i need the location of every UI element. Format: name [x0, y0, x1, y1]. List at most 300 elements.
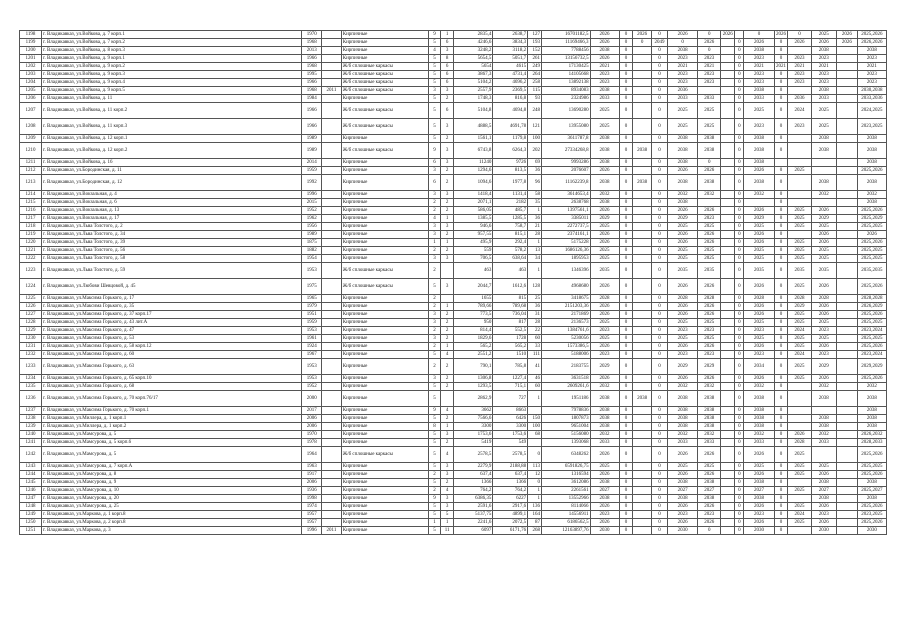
- table-cell: Кирпичные: [341, 295, 428, 303]
- table-cell: 5: [428, 439, 441, 447]
- table-cell: 2025: [811, 255, 836, 263]
- table-cell: 2028: [788, 295, 811, 303]
- table-cell: 2025,2026: [857, 31, 886, 39]
- table-cell: 1978: [302, 439, 322, 447]
- table-cell: 0: [788, 31, 811, 39]
- table-cell: 0: [619, 295, 633, 303]
- table-cell: 2023: [788, 55, 811, 63]
- table-cell: 3: [441, 463, 454, 471]
- table-cell: 1: [441, 519, 454, 527]
- table-cell: 0: [774, 143, 788, 159]
- table-cell: 565,2: [454, 343, 493, 351]
- table-cell: 2021: [857, 63, 886, 71]
- table-cell: 4: [428, 47, 441, 55]
- table-cell: 2025,2026: [857, 343, 886, 351]
- table-cell: г. Владикавказ, ул.Войкова, д. 12 корп.2: [41, 143, 301, 159]
- table-cell: 3662: [454, 407, 493, 415]
- table-cell: Кирпичные: [341, 175, 428, 191]
- table-cell: [322, 63, 342, 71]
- table-cell: 1962: [302, 215, 322, 223]
- table-cell: 0: [619, 511, 633, 519]
- table-cell: Кирпичные: [341, 351, 428, 359]
- table-cell: 28: [528, 231, 542, 239]
- table-cell: 2025,2025: [857, 319, 886, 327]
- table-cell: 3: [428, 375, 441, 383]
- table-cell: [322, 375, 342, 383]
- table-cell: 1875: [302, 239, 322, 247]
- table-cell: г. Владикавказ, ул.Льва Толстого, д. 39: [41, 239, 301, 247]
- table-cell: г. Владикавказ, ул.Максима Горького, д. 70 корп.1: [41, 407, 301, 415]
- table-cell: г. Владикавказ, ул.Войкова, д. 9 корп.5: [41, 87, 301, 95]
- table-cell: [322, 359, 342, 375]
- table-cell: 0: [651, 95, 667, 103]
- table-cell: 817: [493, 319, 528, 327]
- table-cell: [837, 55, 858, 63]
- table-cell: 0: [651, 447, 667, 463]
- table-cell: 3: [428, 87, 441, 95]
- table-row: [20, 255, 887, 263]
- table-cell: 1209: [20, 135, 42, 143]
- table-cell: 1204: [20, 79, 42, 87]
- table-cell: Кирпичные: [341, 343, 428, 351]
- table-cell: 0: [735, 263, 744, 279]
- table-cell: [788, 47, 811, 55]
- table-cell: 789,68: [493, 303, 528, 311]
- table-cell: 8114066: [541, 503, 590, 511]
- table-cell: 8: [441, 55, 454, 63]
- table-cell: 0: [774, 95, 788, 103]
- table-cell: 0: [619, 423, 633, 431]
- table-cell: 1979: [302, 303, 322, 311]
- table-cell: 0: [651, 407, 667, 415]
- table-cell: 1316594: [541, 471, 590, 479]
- table-cell: 0: [651, 167, 667, 175]
- table-cell: 3: [428, 311, 441, 319]
- table-cell: [322, 447, 342, 463]
- table-cell: 6386,35: [454, 495, 493, 503]
- table-cell: 3: [428, 191, 441, 199]
- table-cell: 1232: [20, 351, 42, 359]
- table-cell: 248: [528, 103, 542, 119]
- table-cell: [788, 495, 811, 503]
- table-cell: 2024: [788, 511, 811, 519]
- table-cell: [322, 247, 342, 255]
- table-row: [20, 495, 887, 503]
- table-cell: 1201: [20, 55, 42, 63]
- table-cell: [721, 175, 735, 191]
- table-cell: 2026: [590, 375, 619, 383]
- table-cell: 1: [528, 239, 542, 247]
- table-cell: 2025: [590, 255, 619, 263]
- table-cell: 2025: [668, 335, 698, 343]
- table-cell: 2038: [857, 391, 886, 407]
- table-cell: 2026: [811, 303, 836, 311]
- table-cell: [721, 519, 735, 527]
- table-cell: 6: [441, 103, 454, 119]
- table-cell: 2023: [698, 71, 721, 79]
- table-cell: 2024: [788, 351, 811, 359]
- table-row: [20, 247, 887, 255]
- table-cell: 3248,2: [454, 47, 493, 55]
- table-cell: [633, 167, 652, 175]
- table-cell: 0: [651, 79, 667, 87]
- table-cell: 2026: [668, 375, 698, 383]
- table-cell: 150: [528, 415, 542, 423]
- table-cell: 0: [633, 39, 652, 47]
- table-row: [20, 103, 887, 119]
- table-cell: [721, 319, 735, 327]
- table-cell: 816,8: [493, 95, 528, 103]
- table-cell: Кирпичные: [341, 439, 428, 447]
- table-cell: г. Владикавказ, ул.Максима Горького, д. 37 корп.17: [41, 311, 301, 319]
- table-cell: 0: [735, 47, 744, 55]
- table-cell: [721, 383, 735, 391]
- table-cell: Кирпичные: [341, 423, 428, 431]
- table-cell: 1246: [20, 487, 42, 495]
- table-cell: 2035: [590, 263, 619, 279]
- table-cell: 2023: [668, 327, 698, 335]
- table-cell: 0: [735, 199, 744, 207]
- table-cell: 13892138: [541, 79, 590, 87]
- table-cell: 1223: [20, 263, 42, 279]
- table-cell: 0: [651, 143, 667, 159]
- table-cell: [811, 199, 836, 207]
- table-cell: 2032: [811, 383, 836, 391]
- table-cell: 2025: [811, 31, 836, 39]
- table-cell: 2029: [668, 215, 698, 223]
- table-cell: Кирпичные: [341, 95, 428, 103]
- table-cell: 2038: [744, 479, 774, 487]
- table-cell: 2026: [811, 279, 836, 295]
- table-cell: г. Владикавказ, ул.Максима Горького, д. 17: [41, 295, 301, 303]
- table-cell: [441, 295, 454, 303]
- table-cell: 1: [441, 423, 454, 431]
- table-cell: 2038: [590, 159, 619, 167]
- table-cell: 0: [774, 231, 788, 239]
- table-cell: Кирпичные: [341, 231, 428, 239]
- table-cell: 2029: [590, 215, 619, 223]
- table-cell: [322, 263, 342, 279]
- table-cell: 2032: [668, 191, 698, 199]
- table-cell: 2021: [811, 63, 836, 71]
- table-cell: 3: [441, 47, 454, 55]
- table-cell: [788, 175, 811, 191]
- table-cell: 0: [774, 175, 788, 191]
- table-row: [20, 167, 887, 175]
- table-row: [20, 511, 887, 519]
- table-cell: 4: [441, 351, 454, 359]
- table-cell: 0: [735, 391, 744, 407]
- table-cell: [837, 247, 858, 255]
- table-cell: г. Владикавказ, ул.Войкова, д. 9 корп.3: [41, 71, 301, 79]
- table-cell: 2033: [590, 439, 619, 447]
- table-cell: 2023: [668, 71, 698, 79]
- table-cell: 2038: [590, 199, 619, 207]
- table-cell: 6097: [454, 527, 493, 535]
- table-cell: 1242: [20, 447, 42, 463]
- table-cell: 2038: [811, 135, 836, 143]
- table-cell: 1220: [20, 239, 42, 247]
- table-cell: 2028: [811, 295, 836, 303]
- table-cell: 0: [651, 511, 667, 519]
- table-cell: 0: [774, 191, 788, 199]
- table-cell: 813,5: [493, 167, 528, 175]
- table-cell: Кирпичные: [341, 135, 428, 143]
- table-cell: 2033: [744, 95, 774, 103]
- table-cell: г. Владикавказ, ул.Мамсурова, д. 5 корп.6: [41, 439, 301, 447]
- table-cell: 2029,2029: [857, 359, 886, 375]
- table-cell: 0: [651, 479, 667, 487]
- table-cell: 2025: [788, 463, 811, 471]
- table-cell: 2: [428, 199, 441, 207]
- table-cell: 1655: [454, 295, 493, 303]
- table-cell: 2026: [590, 471, 619, 479]
- table-cell: Кирпичные: [341, 463, 428, 471]
- table-cell: г. Владикавказ, ул.Маркова, д. 1 корп.8: [41, 511, 301, 519]
- table-cell: 2: [441, 383, 454, 391]
- table-cell: [721, 39, 735, 47]
- table-cell: 2026: [668, 471, 698, 479]
- table-cell: 2032: [590, 191, 619, 199]
- table-cell: [837, 471, 858, 479]
- table-cell: 2: [428, 207, 441, 215]
- table-cell: 1968: [302, 87, 322, 95]
- table-cell: [721, 263, 735, 279]
- table-cell: 2023: [698, 215, 721, 223]
- table-cell: [837, 223, 858, 231]
- table-cell: г. Владикавказ, ул.Войкова, д. 16: [41, 159, 301, 167]
- table-cell: 0: [619, 135, 633, 143]
- table-cell: [721, 391, 735, 407]
- table-cell: 0: [651, 223, 667, 231]
- table-cell: [837, 295, 858, 303]
- table-cell: [633, 159, 652, 167]
- table-cell: 2023: [590, 71, 619, 79]
- table-cell: 2: [441, 167, 454, 175]
- table-cell: [633, 215, 652, 223]
- table-cell: 87: [528, 519, 542, 527]
- table-cell: 1961: [302, 335, 322, 343]
- table-cell: 2025: [788, 375, 811, 383]
- table-cell: 1: [528, 391, 542, 407]
- table-cell: [837, 415, 858, 423]
- table-cell: 1966: [302, 79, 322, 87]
- table-body: [20, 31, 887, 535]
- table-cell: Кирпичные: [341, 487, 428, 495]
- table-cell: 0: [619, 39, 633, 47]
- table-cell: 0: [651, 503, 667, 511]
- table-cell: 0: [619, 495, 633, 503]
- table-cell: Кирпичные: [341, 383, 428, 391]
- table-cell: [633, 527, 652, 535]
- table-cell: Кирпичные: [341, 359, 428, 375]
- table-row: [20, 519, 887, 527]
- table-cell: 0: [651, 415, 667, 423]
- table-row: [20, 471, 887, 479]
- table-cell: [837, 527, 858, 535]
- table-cell: [721, 471, 735, 479]
- table-cell: 2551,2: [454, 351, 493, 359]
- table-cell: 2023: [811, 79, 836, 87]
- table-cell: 1: [428, 239, 441, 247]
- table-cell: 2032: [857, 383, 886, 391]
- table-cell: [721, 255, 735, 263]
- table-cell: Кирпичные: [341, 319, 428, 327]
- table-cell: [721, 375, 735, 383]
- table-cell: 715,1: [493, 383, 528, 391]
- table-cell: [837, 407, 858, 415]
- table-cell: 2024: [788, 327, 811, 335]
- table-cell: 2023: [744, 511, 774, 519]
- table-cell: 2026: [668, 207, 698, 215]
- table-cell: Ж/б сплошные каркасы: [341, 71, 428, 79]
- table-cell: 2038: [698, 423, 721, 431]
- table-row: [20, 263, 887, 279]
- table-cell: г. Владикавказ, ул.Максима Горького, д. 35: [41, 303, 301, 311]
- table-cell: 0: [774, 423, 788, 431]
- table-cell: 5: [428, 55, 441, 63]
- table-cell: 2026: [775, 31, 786, 37]
- table-cell: 2: [428, 471, 441, 479]
- table-cell: Кирпичные: [341, 167, 428, 175]
- table-cell: 0: [651, 303, 667, 311]
- table-cell: 2023: [744, 327, 774, 335]
- table-cell: 2: [441, 247, 454, 255]
- table-cell: 2032: [698, 431, 721, 439]
- table-cell: 0: [735, 87, 744, 95]
- table-cell: [735, 31, 744, 39]
- table-cell: 495,9: [454, 239, 493, 247]
- table-cell: [633, 335, 652, 343]
- table-cell: [633, 247, 652, 255]
- table-row: [20, 95, 887, 103]
- table-cell: [322, 303, 342, 311]
- table-cell: 2026: [811, 343, 836, 351]
- table-cell: 2025: [744, 103, 774, 119]
- table-cell: 2038: [744, 143, 774, 159]
- table-cell: 1234: [20, 375, 42, 383]
- table-cell: 3867,3: [454, 71, 493, 79]
- table-cell: 2014: [302, 159, 322, 167]
- table-cell: 0: [735, 55, 744, 63]
- table-row: [20, 391, 887, 407]
- table-cell: 2038: [744, 159, 774, 167]
- table-cell: 1989: [302, 143, 322, 159]
- table-cell: 6348262: [541, 447, 590, 463]
- table-cell: 1959: [302, 167, 322, 175]
- table-cell: [837, 231, 858, 239]
- table-cell: 0: [774, 511, 788, 519]
- table-cell: 2038: [668, 135, 698, 143]
- table-cell: [633, 191, 652, 199]
- table-cell: 2025,2025: [857, 223, 886, 231]
- table-cell: 2026: [590, 503, 619, 511]
- table-cell: 1221: [20, 247, 42, 255]
- table-cell: г. Владикавказ, ул.Льва Толстого, д. 56: [41, 247, 301, 255]
- table-row: [20, 343, 887, 351]
- table-cell: 2026: [744, 447, 774, 463]
- table-cell: 2023: [744, 119, 774, 135]
- table-cell: 1963: [302, 463, 322, 471]
- table-cell: 2638768: [541, 199, 590, 207]
- table-cell: 1951: [302, 311, 322, 319]
- table-cell: 0: [774, 103, 788, 119]
- table-cell: [633, 207, 652, 215]
- table-cell: 2026: [698, 207, 721, 215]
- table-cell: [633, 383, 652, 391]
- table-cell: 2030: [811, 527, 836, 535]
- table-cell: 60: [528, 383, 542, 391]
- table-cell: 5: [428, 279, 441, 295]
- table-cell: 0: [735, 71, 744, 79]
- table-row: [20, 527, 887, 535]
- table-cell: 2023: [788, 119, 811, 135]
- table-row: [20, 135, 887, 143]
- table-cell: [322, 391, 342, 407]
- table-row: [20, 351, 887, 359]
- table-cell: 2038: [590, 175, 619, 191]
- table-cell: [322, 343, 342, 351]
- table-cell: 2638,7: [493, 31, 528, 39]
- table-cell: 0: [619, 263, 633, 279]
- table-cell: 2028: [590, 295, 619, 303]
- table-cell: 0: [735, 503, 744, 511]
- table-cell: 6227: [493, 495, 528, 503]
- table-cell: [633, 415, 652, 423]
- table-cell: 0: [651, 63, 667, 71]
- table-cell: 0: [774, 119, 788, 135]
- table-cell: 2029: [788, 303, 811, 311]
- table-row: [20, 71, 887, 79]
- table-cell: 0: [619, 255, 633, 263]
- table-cell: 2026: [698, 167, 721, 175]
- table-cell: 1219: [20, 231, 42, 239]
- table-cell: 5: [428, 63, 441, 71]
- table-cell: 2: [428, 263, 441, 279]
- table-cell: 2025: [788, 319, 811, 327]
- table-cell: 2028,2028: [857, 295, 886, 303]
- table-cell: 21: [528, 223, 542, 231]
- table-cell: 1285,5: [493, 215, 528, 223]
- table-cell: 2: [441, 311, 454, 319]
- table-cell: г. Владикавказ, ул.Максима Горького, д. 53: [41, 335, 301, 343]
- table-row: [20, 223, 887, 231]
- table-cell: 0: [619, 143, 633, 159]
- table-cell: 0: [651, 159, 667, 167]
- table-cell: [322, 295, 342, 303]
- table-cell: 559: [454, 247, 493, 255]
- table-cell: 2032: [698, 383, 721, 391]
- table-cell: [633, 487, 652, 495]
- table-cell: 1968: [302, 63, 322, 71]
- table-cell: [721, 335, 735, 343]
- table-cell: 1: [528, 495, 542, 503]
- table-cell: 2261561: [541, 487, 590, 495]
- table-cell: 2038: [590, 391, 619, 407]
- table-cell: 0: [619, 79, 633, 87]
- table-cell: 8: [428, 423, 441, 431]
- table-cell: 2026: [811, 375, 836, 383]
- table-cell: 2025: [744, 319, 774, 327]
- table-cell: 9: [428, 31, 441, 39]
- table-cell: 2557,9: [454, 87, 493, 95]
- table-cell: 727: [493, 391, 528, 407]
- table-cell: Ж/б сплошные каркасы: [341, 143, 428, 159]
- table-cell: 0: [698, 47, 721, 55]
- table-cell: 0: [735, 295, 744, 303]
- table-cell: 2038: [857, 415, 886, 423]
- table-cell: [633, 471, 652, 479]
